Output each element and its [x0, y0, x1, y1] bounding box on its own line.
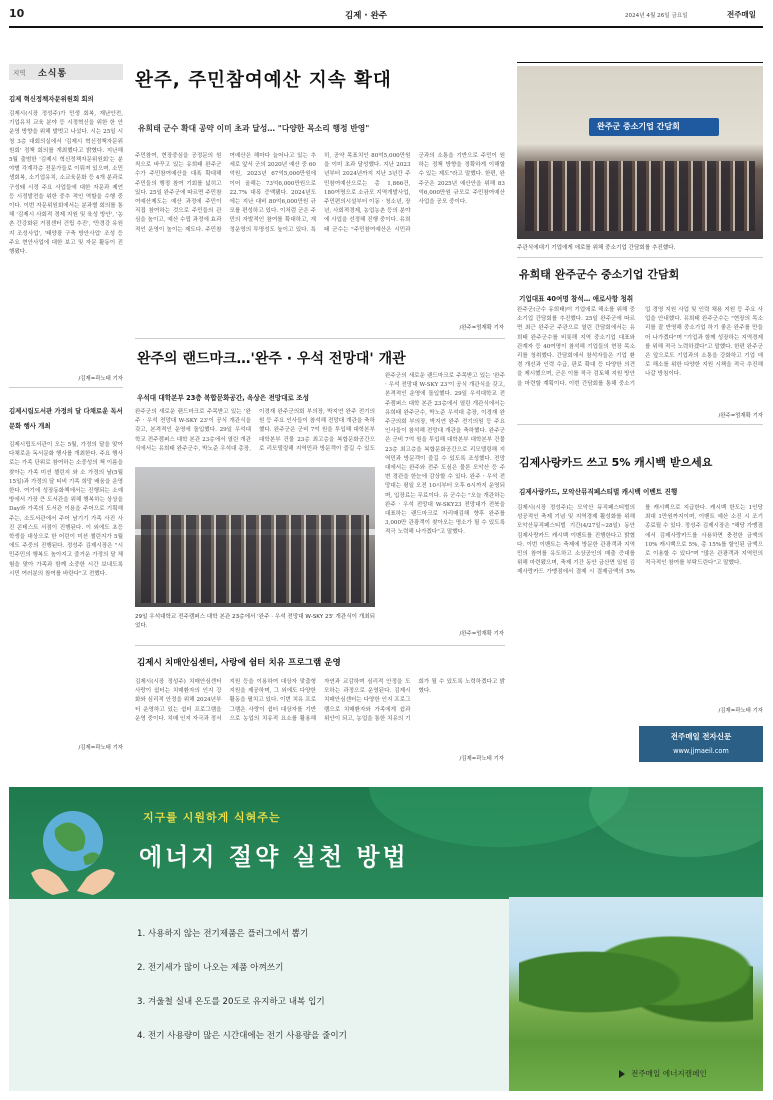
article4-text: 김제시(시장 정성주)는 모악산 뮤직페스티벌의 성공적인 축제 기념 및 지역경제 활성화를 위해 모악산뮤직페스티벌 기간(4/27일~28일) 동안 김제사랑카드 캐시백 이벤트를 진행한다고 밝혔다. 이번 이벤트는 축제에 방문한 관광객과 지역민의 참여를 유도하고 소상공인의 매출 증대를 위해 마련됐으며, 축제 기간 동안 금산면 일원 김제사랑카드 가맹점에서 결제 시 결제금액의 5%를 캐시백으로 지급한다. 캐시백 한도는 1인당 최대 1만원까지이며, 이벤트 예산 소진 시 조기 종료될 수 있다. 정성주 김제시장은 "해당 가맹점에서 김제사랑카드를 사용하면 충전한 금액의 10% 캐시백으로 5%, 총 15%를 할인된 금액으로 이용할 수 있다"며 "많은 관광객과 지역민의 적극적인 참여를 부탁드린다"고 말했다.: [517, 505, 763, 576]
article4-headline: 김제사랑카드 쓰고 5% 캐시백 받으세요: [519, 456, 713, 469]
sidebar-title: 소식통: [38, 69, 68, 79]
right-top-rule: [517, 62, 763, 63]
right1-caption: 주관식에대기 기업에게 애로를 위해 중소기업 간담회를 추진했다.: [517, 245, 676, 251]
energy-tip: 3. 겨울철 실내 온도를 20도로 유지하고 내복 입기: [137, 997, 325, 1007]
right1-byline: /완주=엄재확 기자: [718, 413, 763, 419]
paper-name: 전주매일: [727, 10, 756, 19]
article2-top-rule: [135, 338, 505, 339]
observatory-opening-photo: [135, 467, 375, 607]
ad-title: 에너지 절약 실천 방법: [139, 843, 409, 871]
sidebar-item1-heading: 김제 혁신정책자문위원회 회의: [9, 95, 94, 103]
article3-top-rule: [135, 645, 505, 646]
energy-tip: 1. 사용하지 않는 전기제품은 플러그에서 뽑기: [137, 929, 309, 939]
earth-hands-icon: [23, 799, 123, 903]
right1-caption-rule: [517, 257, 763, 258]
energy-tip: 2. 전기세가 많이 나오는 제품 아껴쓰기: [137, 963, 284, 973]
article3-text: 김제시(시장 정성주) 치매안심센터 사랑이 쉼터는 치매환자의 인지 강화와 심리적 안정을 위해 2024년부터 운영하고 있는 쉼터 프로그램을 운영 중이다. 치매 인지 자극과 정서 지원 등을 이용하여 대상자 맞춤형 지원을 제공하며, 그 외에도 다양한 활동을 펼치고 있다. 이번 치유 프로그램은 사랑이 쉼터 대상자를 기반으로 농업의 치유적 요소를 활용해 자연과 교감하며 심리적 안정을 도모하는 과정으로 운영된다. 김제시 치매안심센터는 다양한 인지 프로그램으로 치매환자와 가족에게 쉼과 위안이 되고, 농업을 통한 치유의 기회가 될 수 있도록 노력하겠다고 밝혔다.: [135, 679, 505, 722]
promo-name: 전주매일 전자신문: [670, 732, 732, 741]
sidebar-tab: [9, 64, 123, 80]
article4-subhead: 김제사랑카드, 모악산뮤직페스티벌 캐시백 이벤트 진행: [519, 488, 678, 496]
article3-headline: 김제시 치매안심센터, 사랑에 쉼터 치유 프로그램 운영: [137, 658, 341, 668]
right1-subhead: 기업대표 40여명 참석… 애로사항 청취: [519, 295, 634, 303]
article2-byline: /완주=엄재확 기자: [459, 631, 504, 637]
play-icon: [619, 1070, 625, 1078]
article4-byline: /김제=곽노태 기자: [718, 708, 763, 714]
right1-headline: 유희태 완주군수 중소기업 간담회: [519, 268, 680, 281]
article1-text: 주민참여, 현장중심을 공정문의 원칙으로 바꾸고 있는 유희태 완주군수가 주민참여예산을 대폭 확대해 주민들의 행정 참여 기회를 넓히고 있다. 25일 완주군에 따르면 주민참여예산제도는 예산 과정에 주민이 직접 참여하는 것으로 주민들의 관심을 높이고, 예산 수립 과정에 효과적인 운영이 높이는 제도다. 주민참여예산은 해마다 늘어나고 있는 추세로 앞서 군의 2020년 예산 중 60억원, 2023년 67억5,000만원에 이어 올해는 73억6,000만원으로 22.7% 대폭 증액됐다. 2024년도에는 지난 대비 80억6,000만원 규모를 편성하고 있다. 이처럼 군은 주민의 자발적인 참여를 확대하고, 재정운영의 투명성도 높이고 있다. 특히, 공약 목표치인 80억5,000만원을 이미 초과 달성했다. 지난 2023년부터 2024년까지 지난 3년간 주민참여예산으로는 총 1,866건, 180여명으로 소규모 지역개발사업, 주민편의시설부터 이동 · 청소년, 장년, 사회적경제, 농업농촌 등의 분야에 사업을 선정해 진행 중이다. 유희태 군수는 "주민참여예산은 시민과 군과의 소통을 기반으로 주민이 원하는 정책 방향을 정확하게 이해할 수 있는 제도"라고 말했다. 한편, 완주군은 2025년 예산안을 위해 83억6,000만원 규모로 주민참여예산사업을 공모 중이다.: [135, 153, 505, 233]
energy-tip: 4. 전기 사용량이 많은 시간대에는 전기 사용량을 줄이기: [137, 1031, 347, 1041]
sidebar-item2-byline: /김제=곽노태 기자: [78, 745, 123, 751]
article2-text-right: 완주군의 새로운 랜드마크로 주목받고 있는 '완주 · 우석 전망대 W-SKY 23'이 공식 개관식을 갖고, 본격적인 운영에 돌입했다. 29일 우석대학교 전주캠퍼스 대학 본관 23층에서 열린 개관식에서는 유희태 완주군수, 박노준 우석대 총장, 이경재 완주군의회 부의장, 박지연 완주 전기의원 등 주요 인사들이 참석해 전망대 개관을 축하했다. 완주군은 군비 7억 원을 투입해 대학본부 대학본부 건물 23층 최고층을 복합문화공간으로 리모델링해 지역민과 방문객이 즐길 수 있도록 조성했다. 전망대에서는 완주와 전주 도심은 물론 모악산 등 주변 경관을 한눈에 감상할 수 있다. 완주 · 우석 전망대는 평일 오전 10시부터 오후 6시까지 운영되며, 입장료는 무료이다. 유 군수는 "오늘 개관하는 완주 · 우석 전망대 W-SKY23 전망대가 전북을 대표하는 랜드마크로 자리매김해 향후 완주를 3,000만 관광객이 찾아오는 명소가 될 수 있도록 적극 노력해 나가겠다"고 말했다.: [385, 373, 505, 536]
article2-caption: 29일 우석대학교 전주캠퍼스 대학 본관 23층에서 '완주 · 우석 전망대 W-SKY 23' 개관식이 개최되었다.: [135, 614, 375, 629]
article1-subhead: 유희태 군수 확대 공약 이미 초과 달성… "다양한 목소리 행정 반영": [138, 124, 370, 133]
sidebar-item1-text: 김제시(시장 정성주)가 민생 회복, 재난안전, 기업유치 교육 분야 등 시정혁신을 위한 한 안 운영 방향을 위해 발벗고 나섰다. 시는 25일 시청 3층 대회의실에서 '김제시 혁신정책자문위원회' 정책 회의를 개최했다고 밝혔다. 지난해 5월 출범한 '김제시 혁신정책자문위원회'는 분야별 각계각층 전문가들로 이뤄져 있으며, 소민생회복, 소기업유치, 소교육문화 등 4개 분과로 구성돼 시정 주요 사업들에 대한 자문과 제언 등 시정발전을 위한 중추 적인 역할을 수행 중이다. 이번 자문위원회에서는 분과별 회의를 통해 '김제시 사회적 경제 지원 및 육성 방안', '농촌 간강화된 거점센터 건립 추진', '만경강 유원지 조성사업', '태양광 구축 방안사업' 조성 등 주요 현안사업에 대한 보고 및 자문 활동이 진행됐다.: [9, 111, 123, 256]
article2-text-left: 완주군의 새로운 랜드마크로 주목받고 있는 '완주 · 우석 전망대 W-SKY 23'이 공식 개관식을 갖고, 본격적인 운영에 돌입했다. 29일 우석대학교 전주캠퍼스 대학 본관 23층에서 열린 개관식에서는 유희태 완주군수, 박노준 우석대 총장, 이경재 완주군의회 부의장, 박지연 완주 전기의원 등 주요 인사들이 참석해 전망대 개관을 축하했다. 완주군은 군비 7억 원을 투입해 대학본부 대학본부 건물 23층 최고층을 복합문화공간으로 리모델링해 지역민과 방문객이 즐길 수 있도: [135, 409, 375, 452]
ad-subtitle: 지구를 시원하게 식혀주는: [143, 811, 281, 824]
ad-footer-text: 전주매일 에너지캠페인: [631, 1069, 707, 1078]
article3-byline: /김제=곽노태 기자: [459, 756, 504, 762]
section-name: 김제 · 완주: [345, 11, 387, 21]
forest-trees: [519, 927, 753, 1037]
sidebar-item2-text: 김제시립도서관이 오는 5월, 가정의 달을 맞아 다채로운 독서문화 행사를 개최한다. 주요 행사로는 가족 단위로 참여하는 소중성의 책 이름을 찾아는 가족 미션 챌린지 와 소 가정의 날(5월15일)과 가정의 달 티비 기족 희망 배움을 운영한다. 여기에 성장동화책에서는 진행되는 소예방에서 가장 큰 도서관을 위해 행복하는 상상을 Day와 가족의 도서관 이용을 주어으로 기획해 주는, 소도서관에서 주어 남기기 가족 사진 사진 콘테스트 서점이 진행된다. 이 외에도 초등학생을 대상으로 한 어린이 미션 챌린지가 5월에도 주중의 진행된다. 정성주 김제시장은 "시민주민의 행복도 높아지고 즐거운 가정의 달 체험을 맞아 가족과 함께 소중한 시간 보내도록 시민 여러분의 참여를 바란다"고 전했다.: [9, 442, 123, 577]
sme-meeting-photo: [517, 66, 763, 239]
photo-banner-text: 완주군 중소기업 간담회: [597, 122, 680, 131]
photo-crowd: [141, 515, 369, 603]
sidebar-tab-label: 지역: [13, 69, 26, 77]
photo-people-row: [525, 161, 755, 231]
issue-date: 2024년 4월 26일 금요일: [625, 13, 688, 19]
article4-top-rule: [517, 424, 763, 425]
photo-banner: [589, 118, 719, 136]
article2-headline: 완주의 랜드마크…'완주 · 우석 전망대' 개관: [137, 351, 406, 367]
page-number: 10: [9, 7, 25, 20]
article2-subhead: 우석대 대학본부 23층 복합문화공간, 옥상은 전망대로 조성: [137, 394, 309, 402]
sidebar-divider: [9, 387, 123, 388]
article1-byline: /완주=엄재확 기자: [459, 325, 504, 331]
ad-footer: [619, 1067, 759, 1083]
article1-headline: 완주, 주민참여예산 지속 확대: [135, 70, 392, 91]
masthead-rule: [9, 26, 763, 28]
promo-url[interactable]: www.jjmaeil.com: [673, 747, 729, 755]
right1-text: 완주군(군수 유희태)이 기업애로 해소를 위해 중소기업 간담회를 추진했다. 25일 완주군에 따르면 최근 완주군 주관으로 열린 간담회에서는 유희태 완주군수를 비롯해 지역 중소기업 대표와 관계자 등 40여명이 참석해 기업들의 현장 목소리를 청취했다. 간담회에서 참석자들은 기업 환경 개선과 인력 수급, 판로 확대 등 다양한 의견을 제시했으며, 군은 이를 적극 검토해 지원 방안을 마련할 계획이다. 이번 간담회를 통해 중소기업 경영 지원 사업 및 인력 채용 지원 등 주요 사업을 안내했다. 유희태 완주군수는 "현장의 목소리를 잘 반영해 중소기업 하기 좋은 완주를 만들어 나가겠다"며 "기업과 함께 성장하는 지역경제를 위해 적극 노력하겠다"고 말했다. 한편 완주군은 앞으로도 기업과의 소통을 강화하고 기업 애로 해소를 위한 다양한 지원 시책을 적극 추진해 나갈 방침이다.: [517, 307, 763, 387]
e-paper-promo[interactable]: [639, 726, 763, 762]
sidebar-item1-byline: /김제=곽노태 기자: [78, 376, 123, 382]
forest-photo: [509, 897, 763, 1091]
sidebar-item2-heading: 김제시립도서관 가정의 달 다채로운 독서문화 행사 개최: [9, 407, 123, 430]
energy-ad: [9, 787, 763, 1091]
